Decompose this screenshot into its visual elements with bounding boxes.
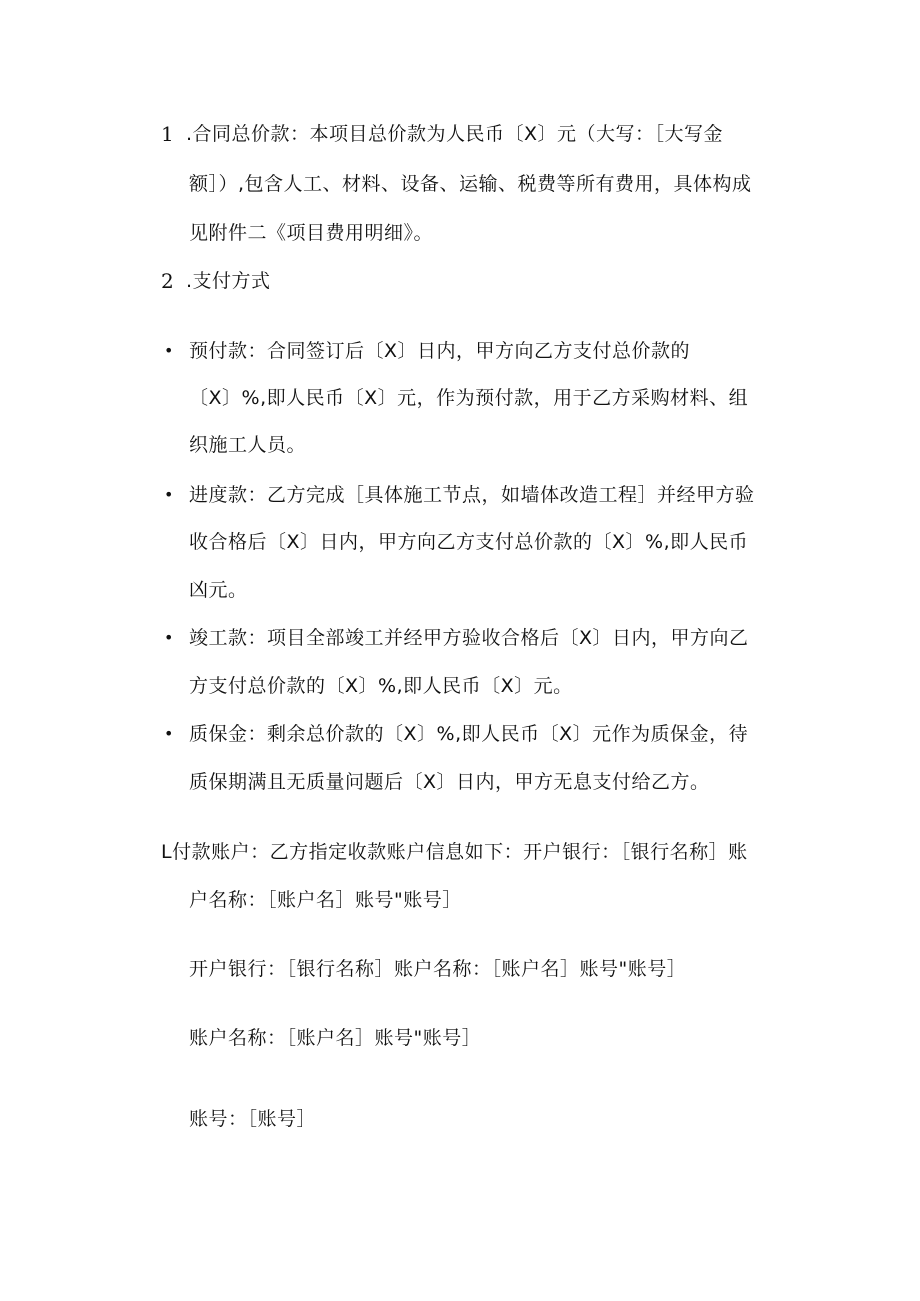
account-bank-line: 开户银行：［银行名称］账户名称：［账户名］账号"账号］ [189,958,687,980]
account-name-line: 账户名称：［账户名］账号"账号］ [189,1027,482,1049]
bullet-2-line-2: 收合格后〔X〕日内，甲方向乙方支付总价款的〔X〕%,即人民币 [189,531,749,553]
section-2-number: 2 [161,269,174,293]
bullet-3-line-2: 方支付总价款的〔X〕%,即人民币〔X〕元。 [189,675,573,697]
bullet-4-line-1: 质保金：剩余总价款的〔X〕%,即人民币〔X〕元作为质保金，待 [189,723,749,745]
section-1-number: 1 [161,122,174,146]
section-3-line-1: L付款账户：乙方指定收款账户信息如下：开户银行：［银行名称］账 [161,841,748,863]
section-1-line-3: 见附件二《项目费用明细》。 [189,222,434,244]
bullet-1-line-2: 〔X〕%,即人民币〔X〕元，作为预付款，用于乙方采购材料、组 [189,387,749,409]
bullet-dot: • [164,628,174,647]
section-1-line-1: .合同总价款：本项目总价款为人民币〔X〕元（大写：［大写金 [186,123,724,145]
section-2-title: .支付方式 [186,270,271,292]
bullet-3-line-1: 竣工款：项目全部竣工并经甲方验收合格后〔X〕日内，甲方向乙 [189,627,749,649]
section-1-line-2: 额］）,包含人工、材料、设备、运输、税费等所有费用，具体构成 [189,173,752,195]
bullet-dot: • [164,485,174,504]
bullet-dot: • [164,724,174,743]
account-number-line: 账号：［账号］ [189,1108,317,1130]
bullet-1-line-1: 预付款：合同签订后〔X〕日内，甲方向乙方支付总价款的 [189,340,691,362]
bullet-dot: • [164,341,174,360]
bullet-4-line-2: 质保期满且无质量问题后〔X〕日内，甲方无息支付给乙方。 [189,771,710,793]
bullet-1-line-3: 织施工人员。 [189,434,307,456]
bullet-2-line-3: 凶元。 [189,579,248,601]
bullet-2-line-1: 进度款：乙方完成［具体施工节点，如墙体改造工程］并经甲方验 [189,484,755,506]
section-3-line-2: 户名称：［账户名］账号"账号］ [189,889,462,911]
